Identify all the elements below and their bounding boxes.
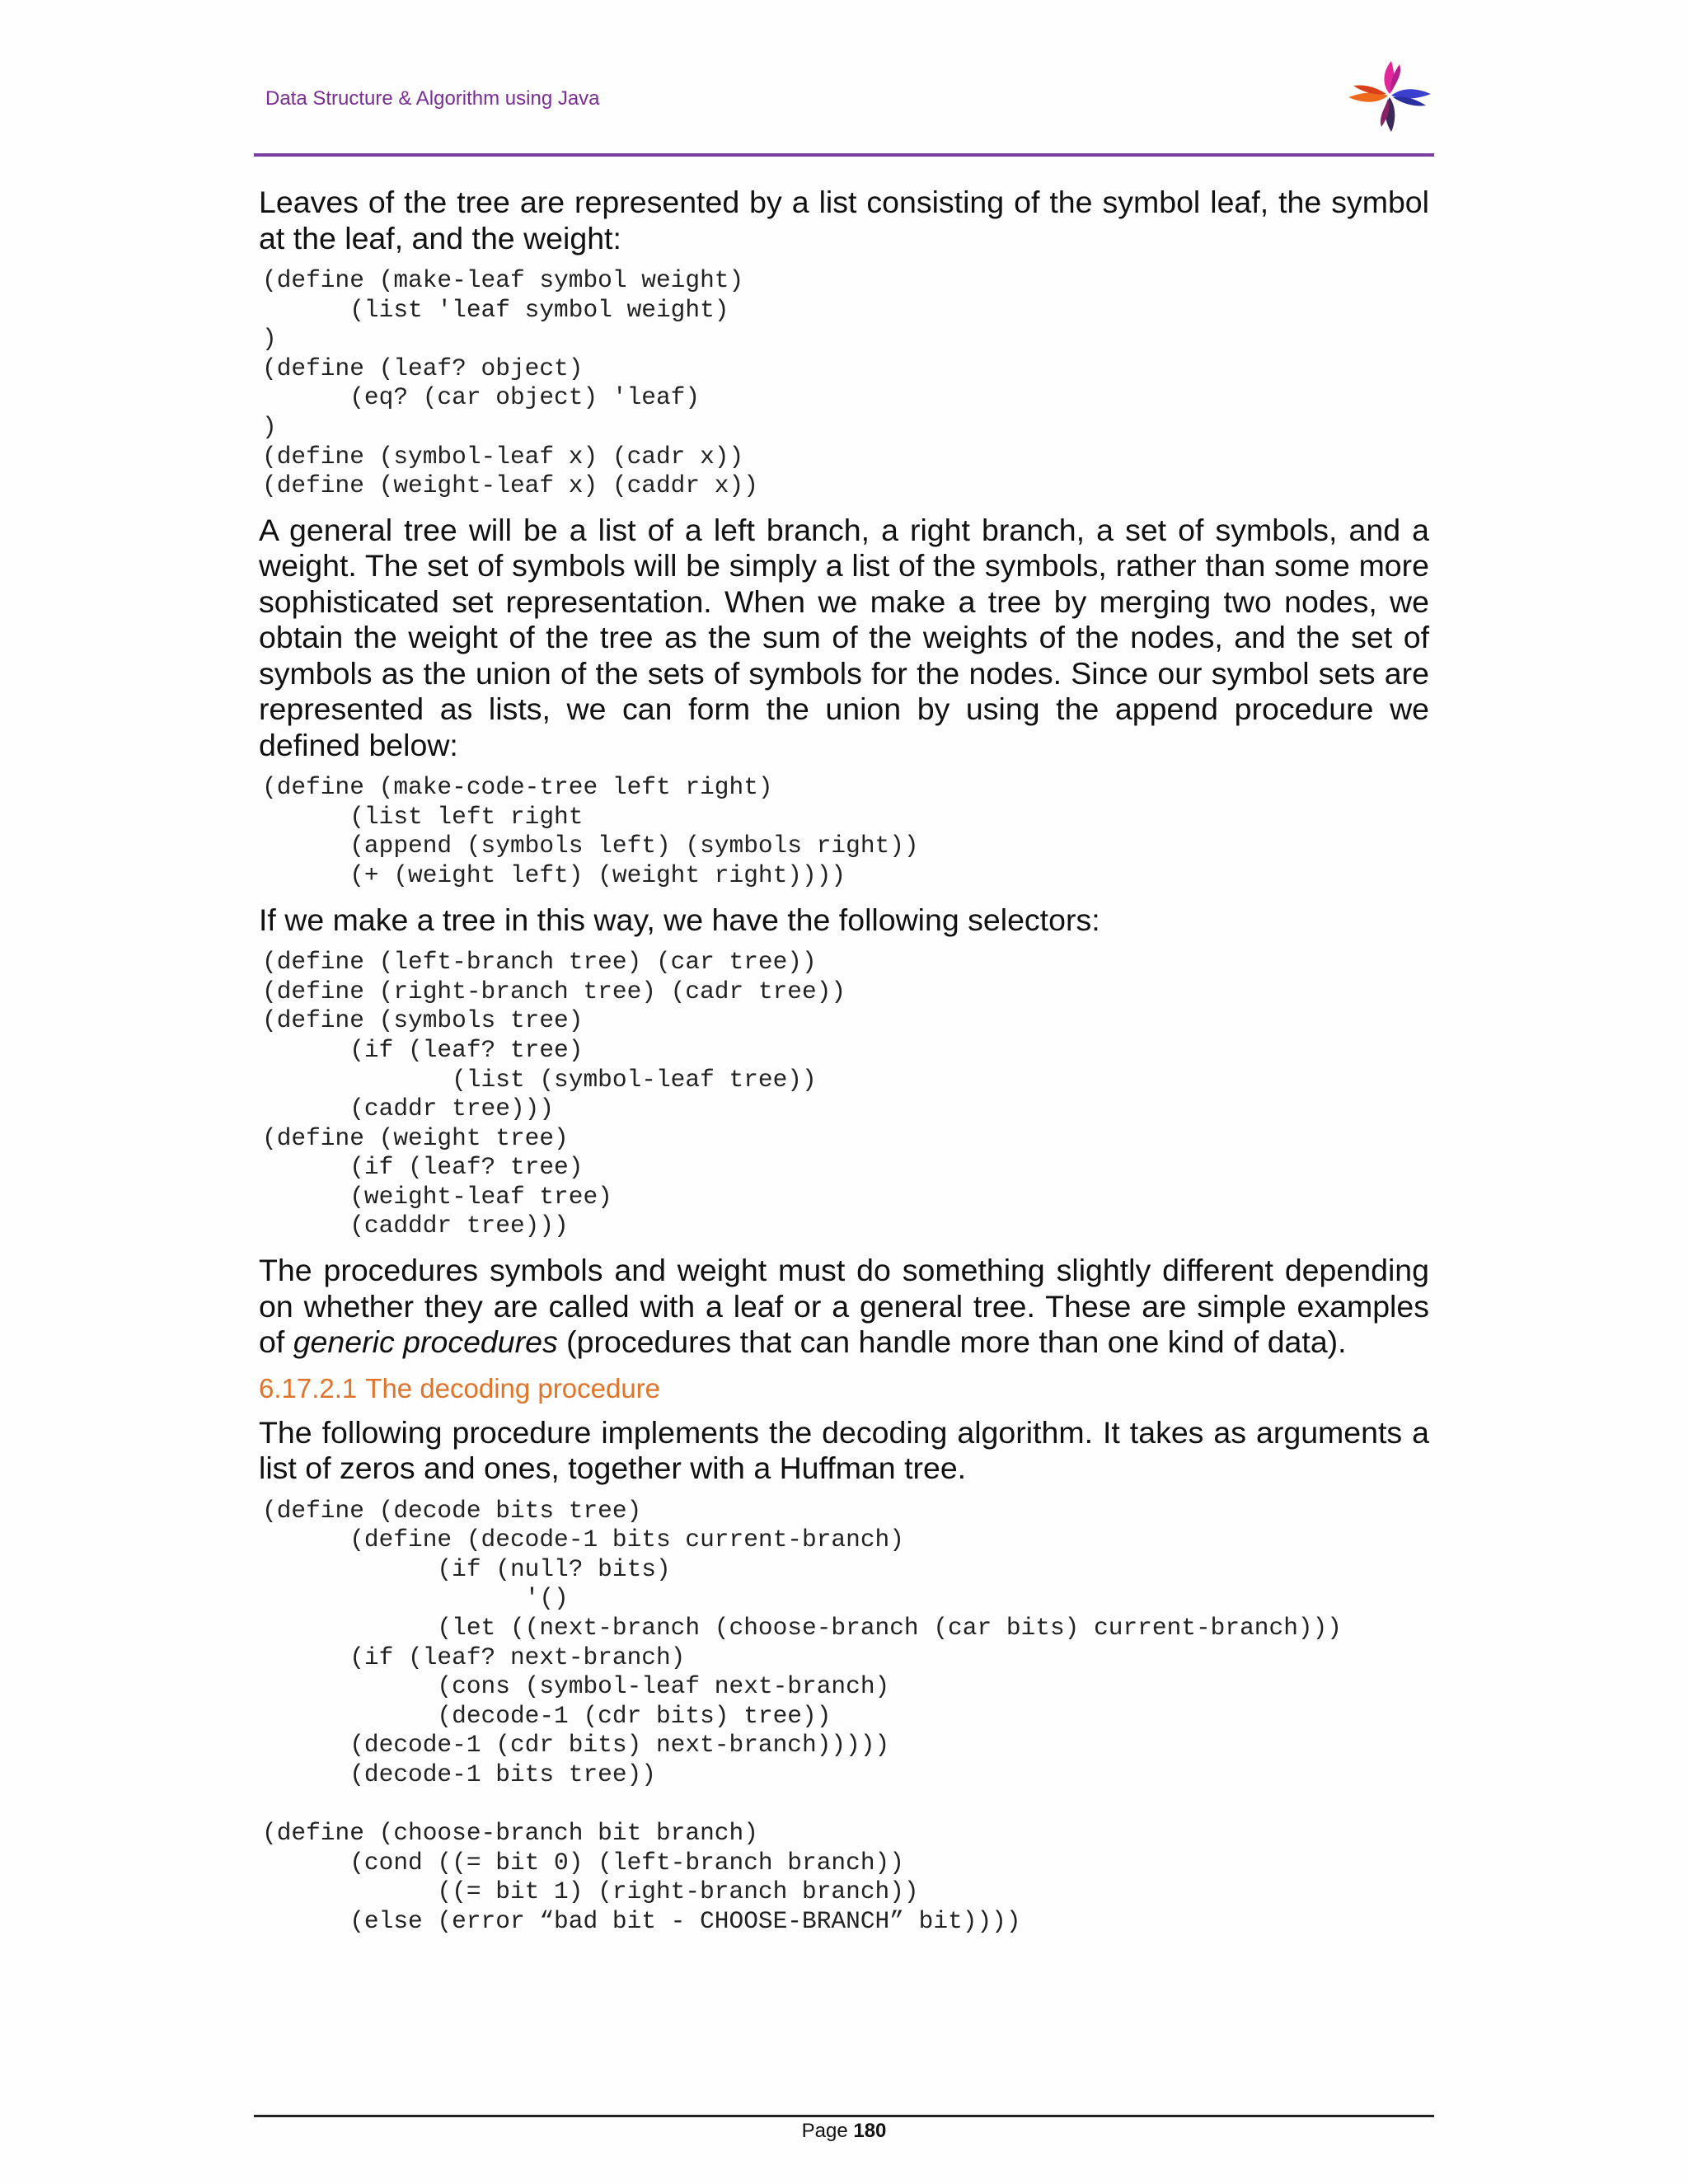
section-number: 6.17.2.1 (259, 1372, 358, 1404)
page-number: 180 (853, 2120, 887, 2142)
paragraph-leaves-representation: Leaves of the tree are represented by a list consisting of the symbol leaf, the symbol at the leaf, and the weight: (259, 185, 1429, 255)
page-content (259, 185, 1429, 1947)
paragraph-text-after: (procedures that can handle more than one kind of data). (557, 1324, 1347, 1360)
paragraph-decoding-intro: The following procedure implements the decoding algorithm. It takes as arguments a list of zeros and ones, together with a Huffman tree. (259, 1414, 1429, 1486)
page-footer (0, 2120, 1688, 2143)
section-heading (259, 1371, 1429, 1407)
code-block-make-code-tree: (define (make-code-tree left right) (list left right (append (symbols left) (symbols right)) (+ (weight left) (weight right)))) (262, 773, 919, 890)
pinwheel-logo-icon (1345, 54, 1434, 135)
document-header-title: Data Structure & Algorithm using Java (265, 87, 600, 110)
code-block-decode: (define (decode bits tree) (define (decode-1 bits current-branch) (if (null? bits) '() (let ((next-branch (choose-branch (car bits) current-branch))) (if (leaf? next-branch) (cons (symbol-leaf next-branch) (decode-1 (cdr bits) tree)) (decode-1 (cdr bits) next-branch))))) (decode-1 bits tree)) (define (choose-branch bit branch) (cond ((= bit 0) (left-branch branch)) ((= bit 1) (right-branch branch)) (else (error “bad bit - CHOOSE-BRANCH” bit)))) (262, 1496, 1343, 1935)
footer-divider (254, 2115, 1434, 2117)
section-title: The decoding procedure (365, 1372, 661, 1404)
paragraph-general-tree: A general tree will be a list of a left branch, a right branch, a set of symbols, and a weight. The set of symbols will be simply a list of the symbols, rather than some more sophisticated set representation. When we make a tree by merging two nodes, we obtain the weight of the tree as the sum of the weights of the nodes, and the set of symbols as the union of the sets of symbols for the nodes. Since our symbol sets are represented as lists, we can form the union by using the append procedure we defined below: (259, 512, 1429, 762)
header-divider (254, 153, 1434, 157)
emphasized-term: generic procedures (293, 1324, 558, 1360)
page-label: Page (801, 2120, 848, 2142)
paragraph-text-before: The procedures symbols and weight must do something slightly different depending on whether they are called with a leaf or a general tree. These are simple examples of (259, 1253, 1429, 1360)
paragraph-generic-procedures (259, 1253, 1429, 1361)
paragraph-selectors-intro: If we make a tree in this way, we have the following selectors: (259, 902, 1100, 937)
code-block-selectors: (define (left-branch tree) (car tree)) (define (right-branch tree) (cadr tree)) (define (symbols tree) (if (leaf? tree) (list (symbol-leaf tree)) (caddr tree))) (define (weight tree) (if (leaf? tree) (weight-leaf tree) (cadddr tree))) (262, 948, 846, 1240)
code-block-make-leaf: (define (make-leaf symbol weight) (list 'leaf symbol weight) ) (define (leaf? object) (eq? (car object) 'leaf) ) (define (symbol-leaf x) (cadr x)) (define (weight-leaf x) (caddr x)) (262, 266, 758, 500)
